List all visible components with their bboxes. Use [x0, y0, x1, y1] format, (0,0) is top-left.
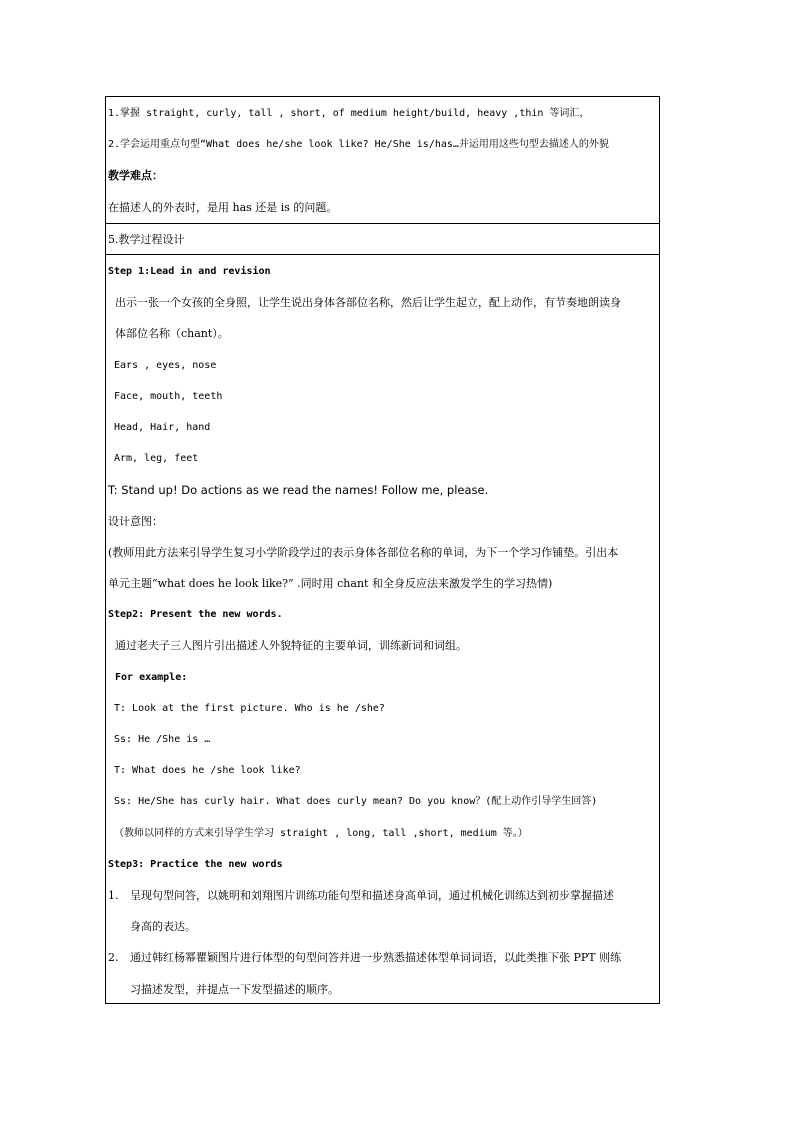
- process-title: 5.教学过程设计: [108, 233, 185, 246]
- step3-item-line-1: 通过韩红杨幂瞿颖图片进行体型的句型问答并进一步熟悉描述体型单词词语，以此类推下张 PPT 则练: [130, 951, 622, 964]
- chant-line: Face, mouth, teeth: [114, 391, 223, 402]
- step2-intro: 通过老夫子三人图片引出描述人外貌特征的主要单词，训练新词和词组。: [115, 639, 467, 652]
- step3-item-line-2: 身高的表达。: [130, 920, 196, 933]
- row-divider-2: [106, 254, 659, 255]
- row-divider-1: [106, 223, 659, 224]
- step3-item-line-2: 习描述发型，并提点一下发型描述的顺序。: [130, 983, 339, 996]
- dialog-line: T: What does he /she look like?: [114, 765, 301, 776]
- step1-intro-line-2: 体部位名称（chant）。: [115, 327, 229, 340]
- step2-heading: Step2: Present the new words.: [108, 609, 283, 620]
- step3-heading: Step3: Practice the new words: [108, 859, 283, 870]
- dialog-line: Ss: He /She is …: [114, 734, 211, 745]
- dialog-line: Ss: He/She has curly hair. What does curly mean? Do you know？(配上动作引导学生回答): [114, 796, 598, 807]
- step1-teacher-line: T: Stand up! Do actions as we read the names! Follow me, please.: [108, 483, 489, 497]
- step2-note: （教师以同样的方式来引导学生学习 straight , long, tall ,short, medium 等。）: [114, 828, 528, 839]
- dialog-line: T: Look at the first picture. Who is he /she?: [114, 703, 385, 714]
- chant-line: Head, Hair, hand: [114, 422, 211, 433]
- chant-line: Arm, leg, feet: [114, 453, 199, 464]
- design-intent-line-1: (教师用此方法来引导学生复习小学阶段学过的表示身体各部位名称的单词，为下一个学习作铺垫。引出本: [108, 546, 619, 559]
- design-intent-line-2: 单元主题“what does he look like?” .同时用 chant 和全身反应法来激发学生的学习热情): [108, 577, 553, 590]
- design-intent-heading: 设计意图：: [108, 515, 163, 528]
- step3-item-number: 1.: [108, 889, 119, 902]
- objective-line-1: 1.掌握 straight, curly, tall , short, of medium height/build, heavy ,thin 等词汇，: [108, 108, 590, 119]
- step1-intro-line-1: 出示一张一个女孩的全身照，让学生说出身体各部位名称，然后让学生起立，配上动作，有节奏地朗读身: [115, 296, 621, 309]
- objective-line-2: 2.学会运用重点句型“What does he/she look like? He/She is/has…并运用用这些句型去描述人的外貌: [108, 139, 609, 150]
- step1-heading: Step 1:Lead in and revision: [108, 266, 271, 277]
- difficulty-heading: 教学难点：: [108, 169, 163, 182]
- example-heading: For example:: [115, 672, 188, 683]
- step3-item-number: 2.: [108, 951, 119, 964]
- chant-line: Ears , eyes, nose: [114, 360, 217, 371]
- difficulty-text: 在描述人的外表时，是用 has 还是 is 的问题。: [108, 201, 338, 214]
- step3-item-line-1: 呈现句型问答，以姚明和刘翔图片训练功能句型和描述身高单词，通过机械化训练达到初步掌握描述: [130, 889, 614, 902]
- lesson-plan-table: [105, 96, 660, 1004]
